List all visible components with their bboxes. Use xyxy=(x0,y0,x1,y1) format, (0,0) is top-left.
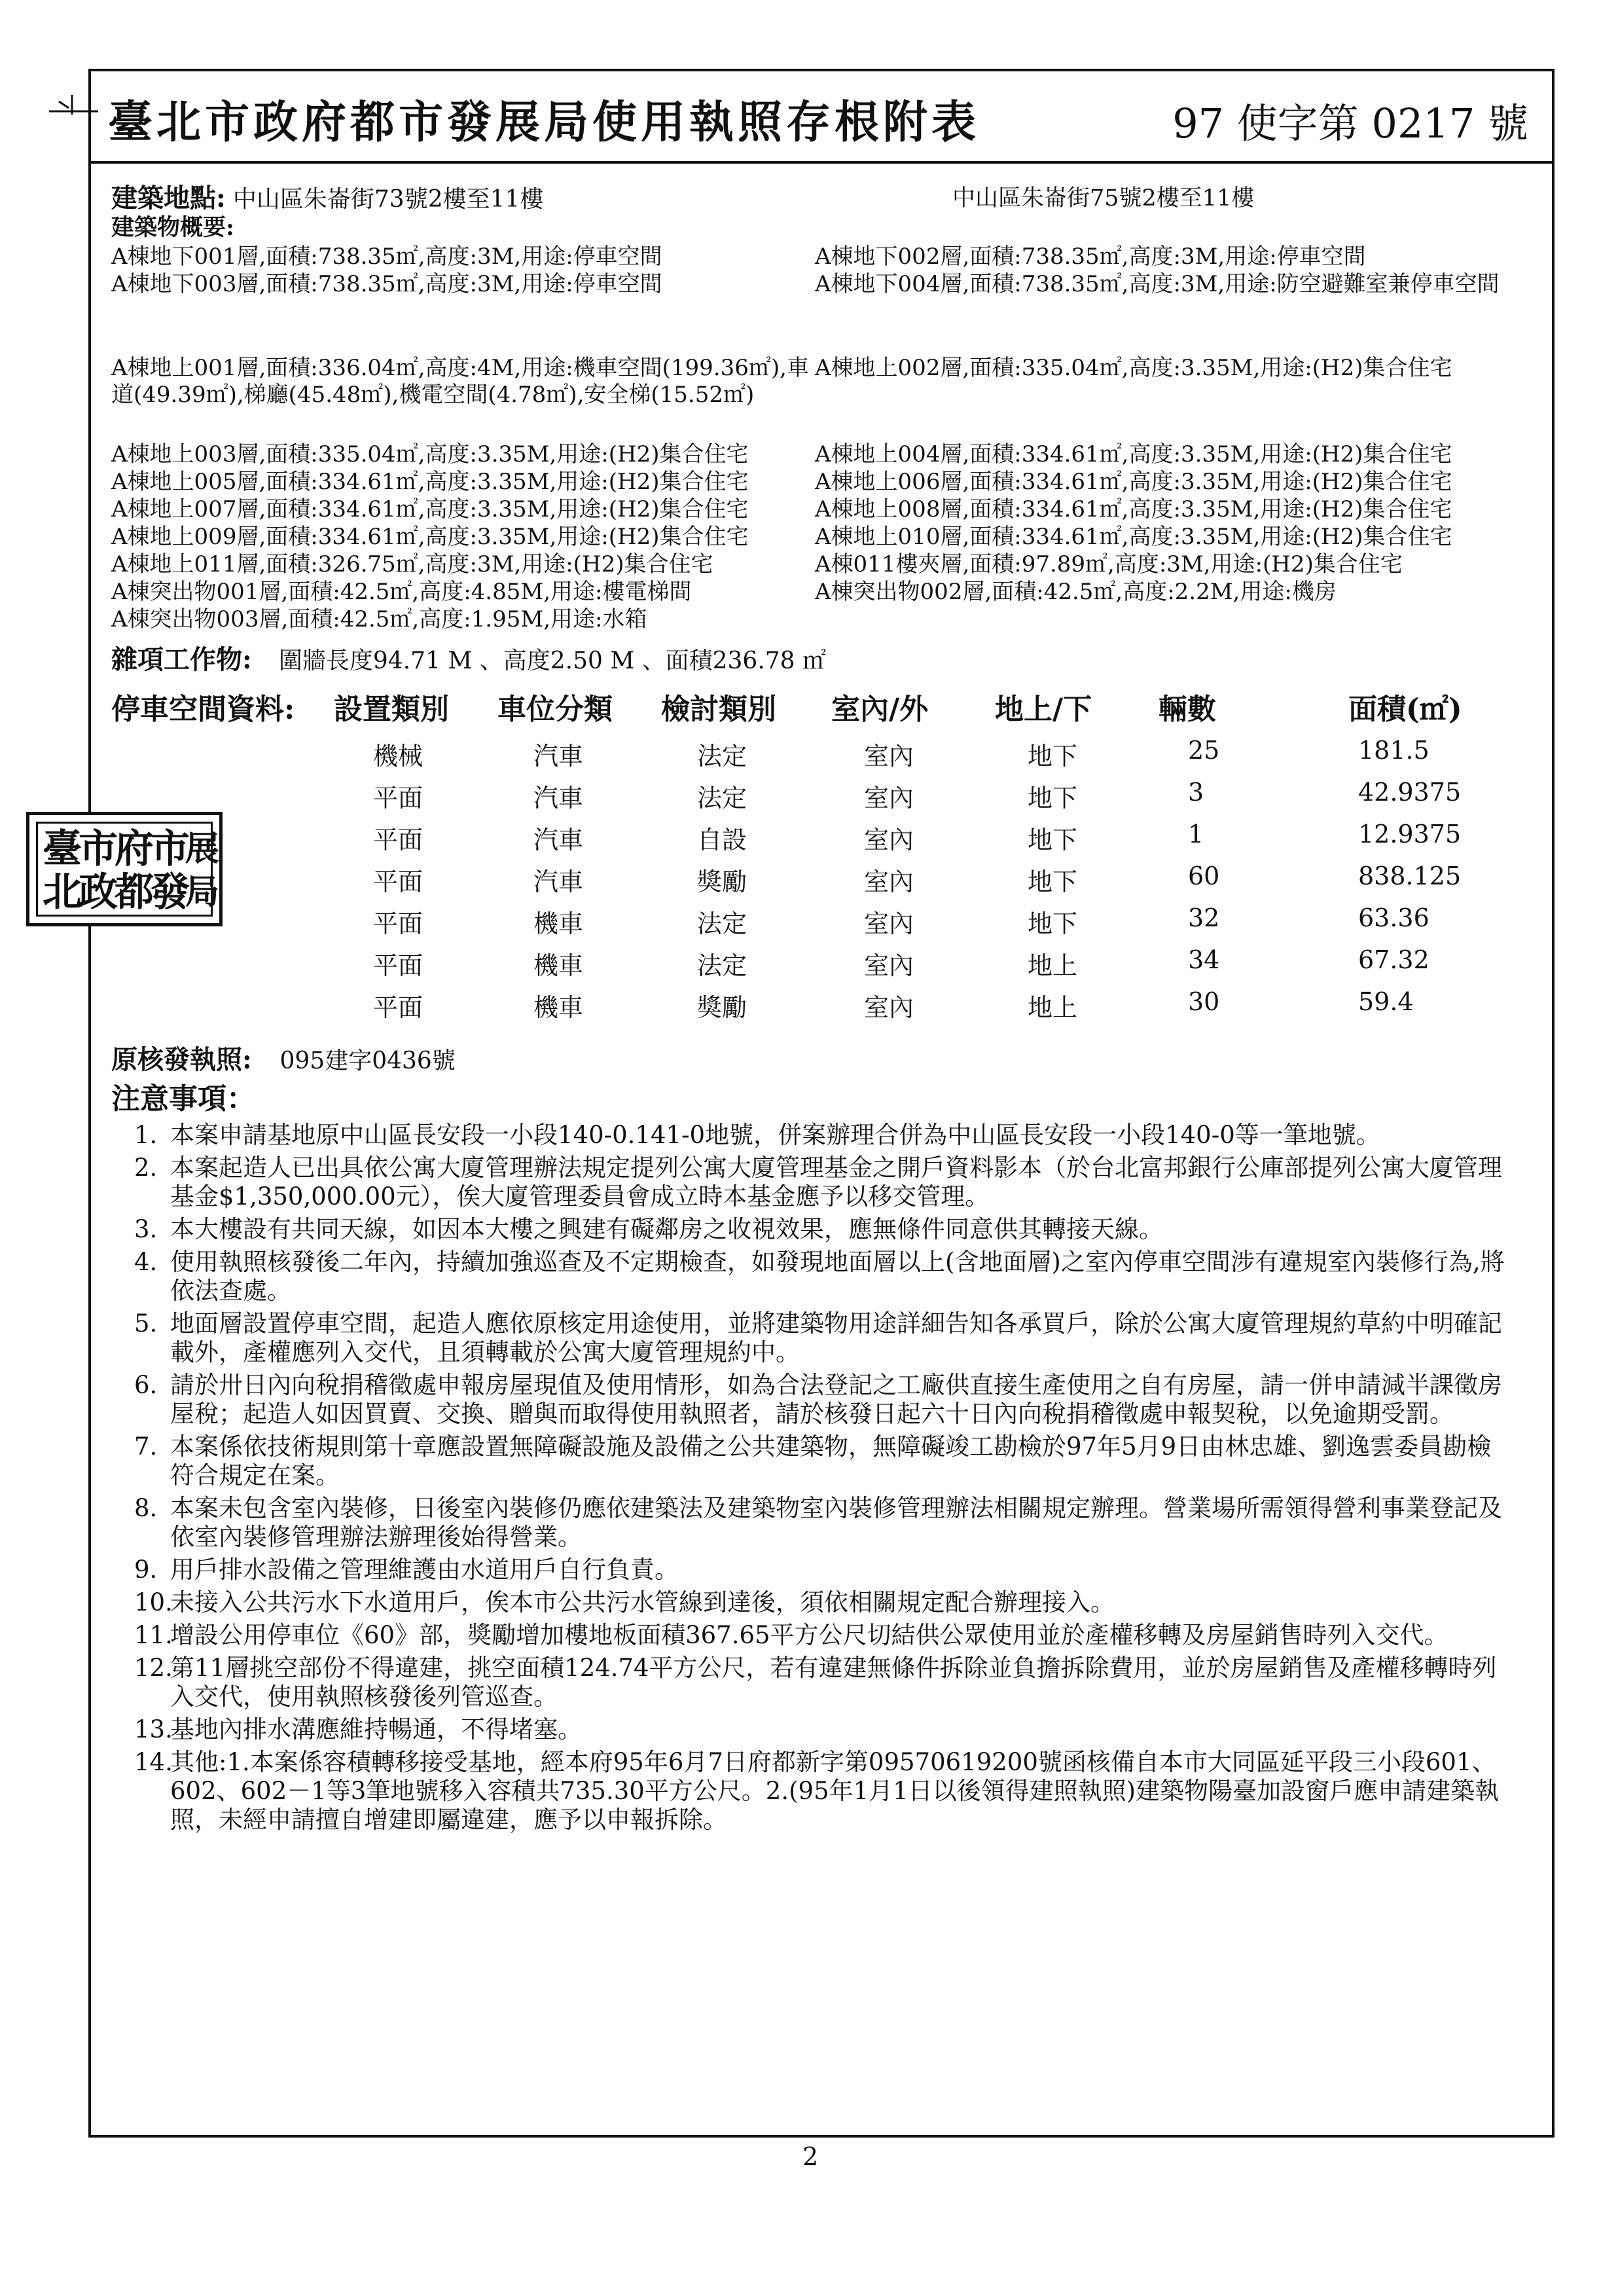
overview-item: A棟突出物002層,面積:42.5㎡,高度:2.2M,用途:機房 xyxy=(815,579,1337,605)
list-item: 2. 本案起造人已出具依公寓大廈管理辦法規定提列公寓大廈管理基金之開戶資料影本（於台北富邦銀行公庫部提列公寓大廈管理基金$1,350,000.00元），俟大廈管理委員會成立時本基金應予以移交管理。 xyxy=(134,1154,1502,1211)
overview-item: A棟地上002層,面積:335.04㎡,高度:3.35M,用途:(H2)集合住宅 xyxy=(815,355,1452,381)
table-row: 機械 汽車 法定 室內 地下 25 181.5 xyxy=(373,736,1429,771)
parking-col-header: 車位分類 xyxy=(497,693,613,726)
list-item: 1. 本案申請基地原中山區長安段一小段140-0.141-0地號，併案辦理合併為中山區長安段一小段140-0等一筆地號。 xyxy=(134,1121,1380,1149)
overview-item: A棟地下004層,面積:738.35㎡,高度:3M,用途:防空避難室兼停車空間 xyxy=(815,271,1500,297)
table-row: 平面 汽車 獎勵 室內 地下 60 838.125 xyxy=(373,862,1462,896)
site-address-1: 建築地點: 中山區朱崙街73號2樓至11樓 xyxy=(111,183,544,213)
list-item: 14. 其他:1.本案係容積轉移接受基地，經本府95年6月7日府都新字第09570619200號函核備自本市大同區延平段三小段601、602、602－1等3筆地號移入容積共735.30平方公尺。2.(95年1月1日以後領得建照執照)建築物陽臺加設窗戶應申請建築執照，未經申請擅自增建即屬違建，應予以申報拆除。 xyxy=(134,1748,1500,1834)
overview-item: A棟地上006層,面積:334.61㎡,高度:3.35M,用途:(H2)集合住宅 xyxy=(815,469,1452,495)
list-item: 10. 未接入公共污水下水道用戶，俟本市公共污水管線到達後，須依相關規定配合辦理接入。 xyxy=(134,1588,1115,1616)
document-title: 臺北市政府都市發展局使用執照存根附表 xyxy=(108,96,980,149)
list-item: 3. 本大樓設有共同天線，如因本大樓之興建有礙鄰房之收視效果，應無條件同意供其轉接天線。 xyxy=(134,1215,1163,1243)
notes-label: 注意事項： xyxy=(111,1082,255,1116)
overview-item: A棟地上003層,面積:335.04㎡,高度:3.35M,用途:(H2)集合住宅 xyxy=(111,441,749,467)
overview-item: A棟地上004層,面積:334.61㎡,高度:3.35M,用途:(H2)集合住宅 xyxy=(815,441,1452,467)
overview-item: A棟地上011層,面積:326.75㎡,高度:3M,用途:(H2)集合住宅 xyxy=(111,551,713,577)
list-item: 5. 地面層設置停車空間，起造人應依原核定用途使用，並將建築物用途詳細告知各承買戶，除於公寓大廈管理規約草約中明確記載外，產權應列入交代，且須轉載於公寓大廈管理規約中。 xyxy=(134,1309,1502,1366)
list-item: 7. 本案係依技術規則第十章應設置無障礙設施及設備之公共建築物，無障礙竣工勘檢於97年5月9日由林忠雄、劉逸雲委員勘檢符合規定在案。 xyxy=(134,1432,1492,1489)
list-item: 8. 本案未包含室內裝修，日後室內裝修仍應依建築法及建築物室內裝修管理辦法相關規定辦理。營業場所需領得營利事業登記及依室內裝修管理辦法辦理後始得營業。 xyxy=(134,1494,1502,1551)
page-number: 2 xyxy=(802,2142,819,2171)
overview-item: A棟地上008層,面積:334.61㎡,高度:3.35M,用途:(H2)集合住宅 xyxy=(815,496,1452,522)
list-item: 11. 增設公用停車位《60》部，獎勵增加樓地板面積367.65平方公尺切結供公眾使用並於產權移轉及房屋銷售時列入交代。 xyxy=(134,1621,1448,1649)
site-label: 建築地點: xyxy=(111,183,226,213)
list-item: 9. 用戶排水設備之管理維護由水道用戶自行負責。 xyxy=(134,1556,679,1584)
parking-label: 停車空間資料: xyxy=(111,693,295,726)
parking-col-header: 地上/下 xyxy=(995,693,1092,726)
table-row: 平面 機車 法定 室內 地下 32 63.36 xyxy=(373,903,1429,938)
overview-item: A棟011樓夾層,面積:97.89㎡,高度:3M,用途:(H2)集合住宅 xyxy=(815,551,1403,577)
table-row: 平面 汽車 自設 室內 地下 1 12.9375 xyxy=(373,820,1462,854)
overview-item: A棟突出物003層,面積:42.5㎡,高度:1.95M,用途:水箱 xyxy=(111,606,647,632)
original-label: 原核發執照: xyxy=(111,1044,252,1075)
parking-col-header: 檢討類別 xyxy=(661,693,776,726)
permit-number: 97 使字第 0217 號 xyxy=(1172,100,1528,147)
site-address-2: 中山區朱崙街75號2樓至11樓 xyxy=(952,185,1255,211)
list-item: 13. 基地內排水溝應維持暢通，不得堵塞。 xyxy=(134,1715,582,1743)
original-permit: 原核發執照: 095建字0436號 xyxy=(111,1044,456,1075)
table-row: 平面 機車 獎勵 室內 地上 30 59.4 xyxy=(373,987,1414,1022)
parking-col-header: 面積(㎡) xyxy=(1348,693,1462,726)
misc-works: 雜項工作物: 圍牆長度94.71 M 、高度2.50 M 、面積236.78 ㎡ xyxy=(111,644,827,675)
title-bar xyxy=(88,69,1555,164)
overview-item: A棟地上001層,面積:336.04㎡,高度:4M,用途:機車空間(199.36㎡),車道(49.39㎡),梯廳(45.48㎡),機電空間(4.78㎡),安全梯(15.52㎡) xyxy=(111,355,809,408)
parking-col-header: 輛數 xyxy=(1159,693,1216,726)
table-row: 平面 機車 法定 室內 地上 34 67.32 xyxy=(373,945,1429,980)
overview-item: A棟地下001層,面積:738.35㎡,高度:3M,用途:停車空間 xyxy=(111,244,662,270)
overview-item: A棟地上009層,面積:334.61㎡,高度:3.35M,用途:(H2)集合住宅 xyxy=(111,524,749,550)
overview-item: A棟突出物001層,面積:42.5㎡,高度:4.85M,用途:樓電梯間 xyxy=(111,579,692,605)
overview-item: A棟地下002層,面積:738.35㎡,高度:3M,用途:停車空間 xyxy=(815,244,1366,270)
table-row: 平面 汽車 法定 室內 地下 3 42.9375 xyxy=(373,778,1462,812)
list-item: 4. 使用執照核發後二年內，持續加強巡查及不定期檢查，如發現地面層以上(含地面層)之室內停車空間涉有違規室內裝修行為,將依法查處。 xyxy=(134,1248,1505,1305)
overview-label: 建築物概要: xyxy=(111,214,234,241)
list-item: 6. 請於卅日內向稅捐稽徵處申報房屋現值及使用情形，如為合法登記之工廠供直接生產使用之自有房屋，請一併申請減半課徵房屋稅；起造人如因買賣、交換、贈與而取得使用執照者，請於核發日起六十日內向稅捐稽徵處申報契稅，以免逾期受罰。 xyxy=(134,1371,1502,1428)
overview-item: A棟地上007層,面積:334.61㎡,高度:3.35M,用途:(H2)集合住宅 xyxy=(111,496,749,522)
overview-item: A棟地上010層,面積:334.61㎡,高度:3.35M,用途:(H2)集合住宅 xyxy=(815,524,1452,550)
official-seal-stamp: 臺 北 市 政 府 都 市 發 展 局 xyxy=(26,812,223,926)
corner-mark-icon xyxy=(46,92,105,118)
parking-col-header: 室內/外 xyxy=(831,693,929,726)
notes-list xyxy=(134,1121,1509,1838)
overview-item: A棟地下003層,面積:738.35㎡,高度:3M,用途:停車空間 xyxy=(111,271,662,297)
parking-header-row xyxy=(111,685,1519,726)
parking-col-header: 設置類別 xyxy=(334,693,449,726)
overview-item: A棟地上005層,面積:334.61㎡,高度:3.35M,用途:(H2)集合住宅 xyxy=(111,469,749,495)
misc-label: 雜項工作物: xyxy=(111,644,252,675)
list-item: 12. 第11層挑空部份不得違建，挑空面積124.74平方公尺，若有違建無條件拆除並負擔拆除費用，並於房屋銷售及產權移轉時列入交代，使用執照核發後列管巡查。 xyxy=(134,1654,1497,1711)
